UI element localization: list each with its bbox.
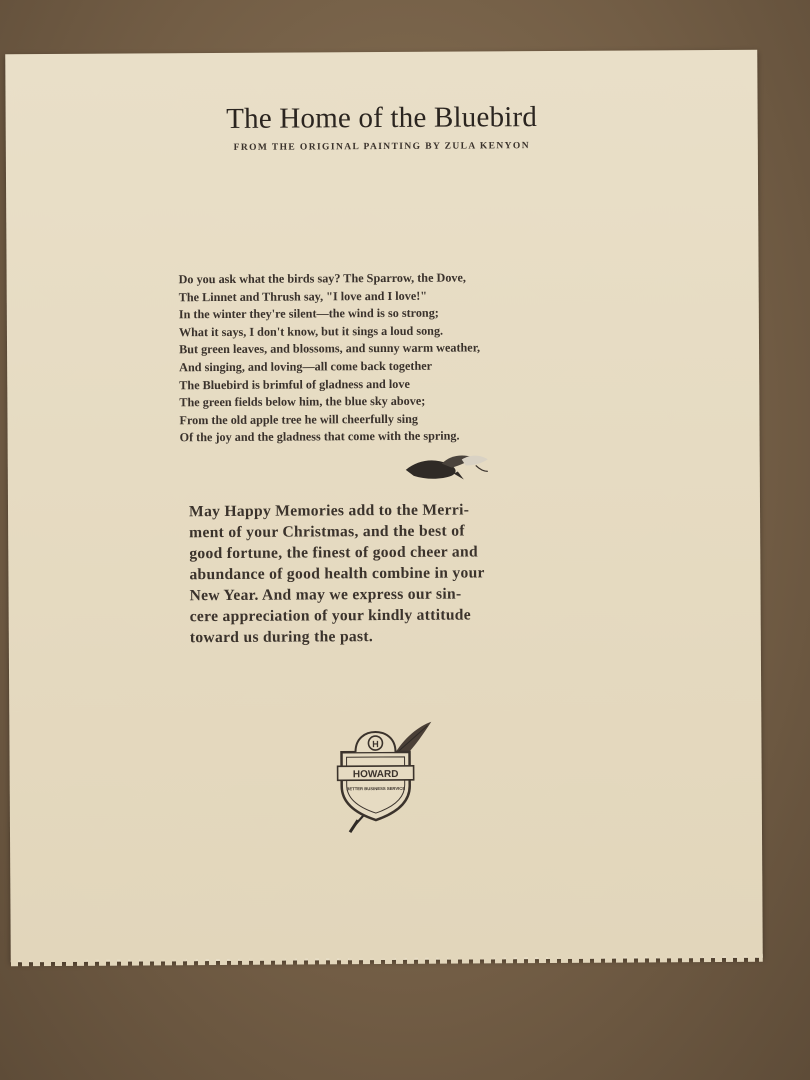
message-line: toward us during the past.: [189, 628, 374, 647]
greeting-card-page: [5, 50, 763, 963]
poem-line: What it says, I don't know, but it sings a loud song.: [178, 323, 444, 340]
emblem-name: HOWARD: [352, 768, 399, 781]
bird-ornament-icon: [402, 449, 492, 484]
poem-line: Do you ask what the birds say? The Sparrow, the Dove,: [178, 270, 467, 287]
message-line: good fortune, the finest of good cheer and: [189, 543, 479, 563]
page-subtitle: FROM THE ORIGINAL PAINTING BY ZULA KENYON: [233, 141, 531, 153]
emblem-tagline: BETTER BUSINESS SERVICE: [346, 785, 406, 792]
poem-line: But green leaves, and blossoms, and sunny warm weather,: [178, 340, 481, 357]
poem-line: Of the joy and the gladness that come with the spring.: [179, 428, 460, 445]
message-line: New Year. And may we express our sin-: [189, 585, 462, 605]
poem-line: In the winter they're silent—the wind is so strong;: [178, 305, 439, 322]
page-title: The Home of the Bluebird: [226, 101, 538, 135]
message-line: abundance of good health combine in your: [189, 564, 485, 584]
howard-shield-logo-icon: [323, 716, 434, 837]
greeting-message: [189, 499, 590, 648]
message-line: ment of your Christmas, and the best of: [189, 522, 465, 542]
poem-block: [179, 268, 650, 447]
poem-line: The Bluebird is brimful of gladness and love: [179, 376, 410, 392]
message-line: May Happy Memories add to the Merri-: [188, 501, 470, 521]
emblem-monogram: H: [372, 739, 379, 750]
poem-line: The green fields below him, the blue sky above;: [179, 393, 426, 410]
poem-line: And singing, and loving—all come back together: [179, 358, 433, 375]
poem-line: From the old apple tree he will cheerfully sing: [179, 411, 419, 427]
message-line: cere appreciation of your kindly attitude: [189, 606, 472, 626]
poem-line: The Linnet and Thrush say, "I love and I love!": [178, 288, 428, 304]
